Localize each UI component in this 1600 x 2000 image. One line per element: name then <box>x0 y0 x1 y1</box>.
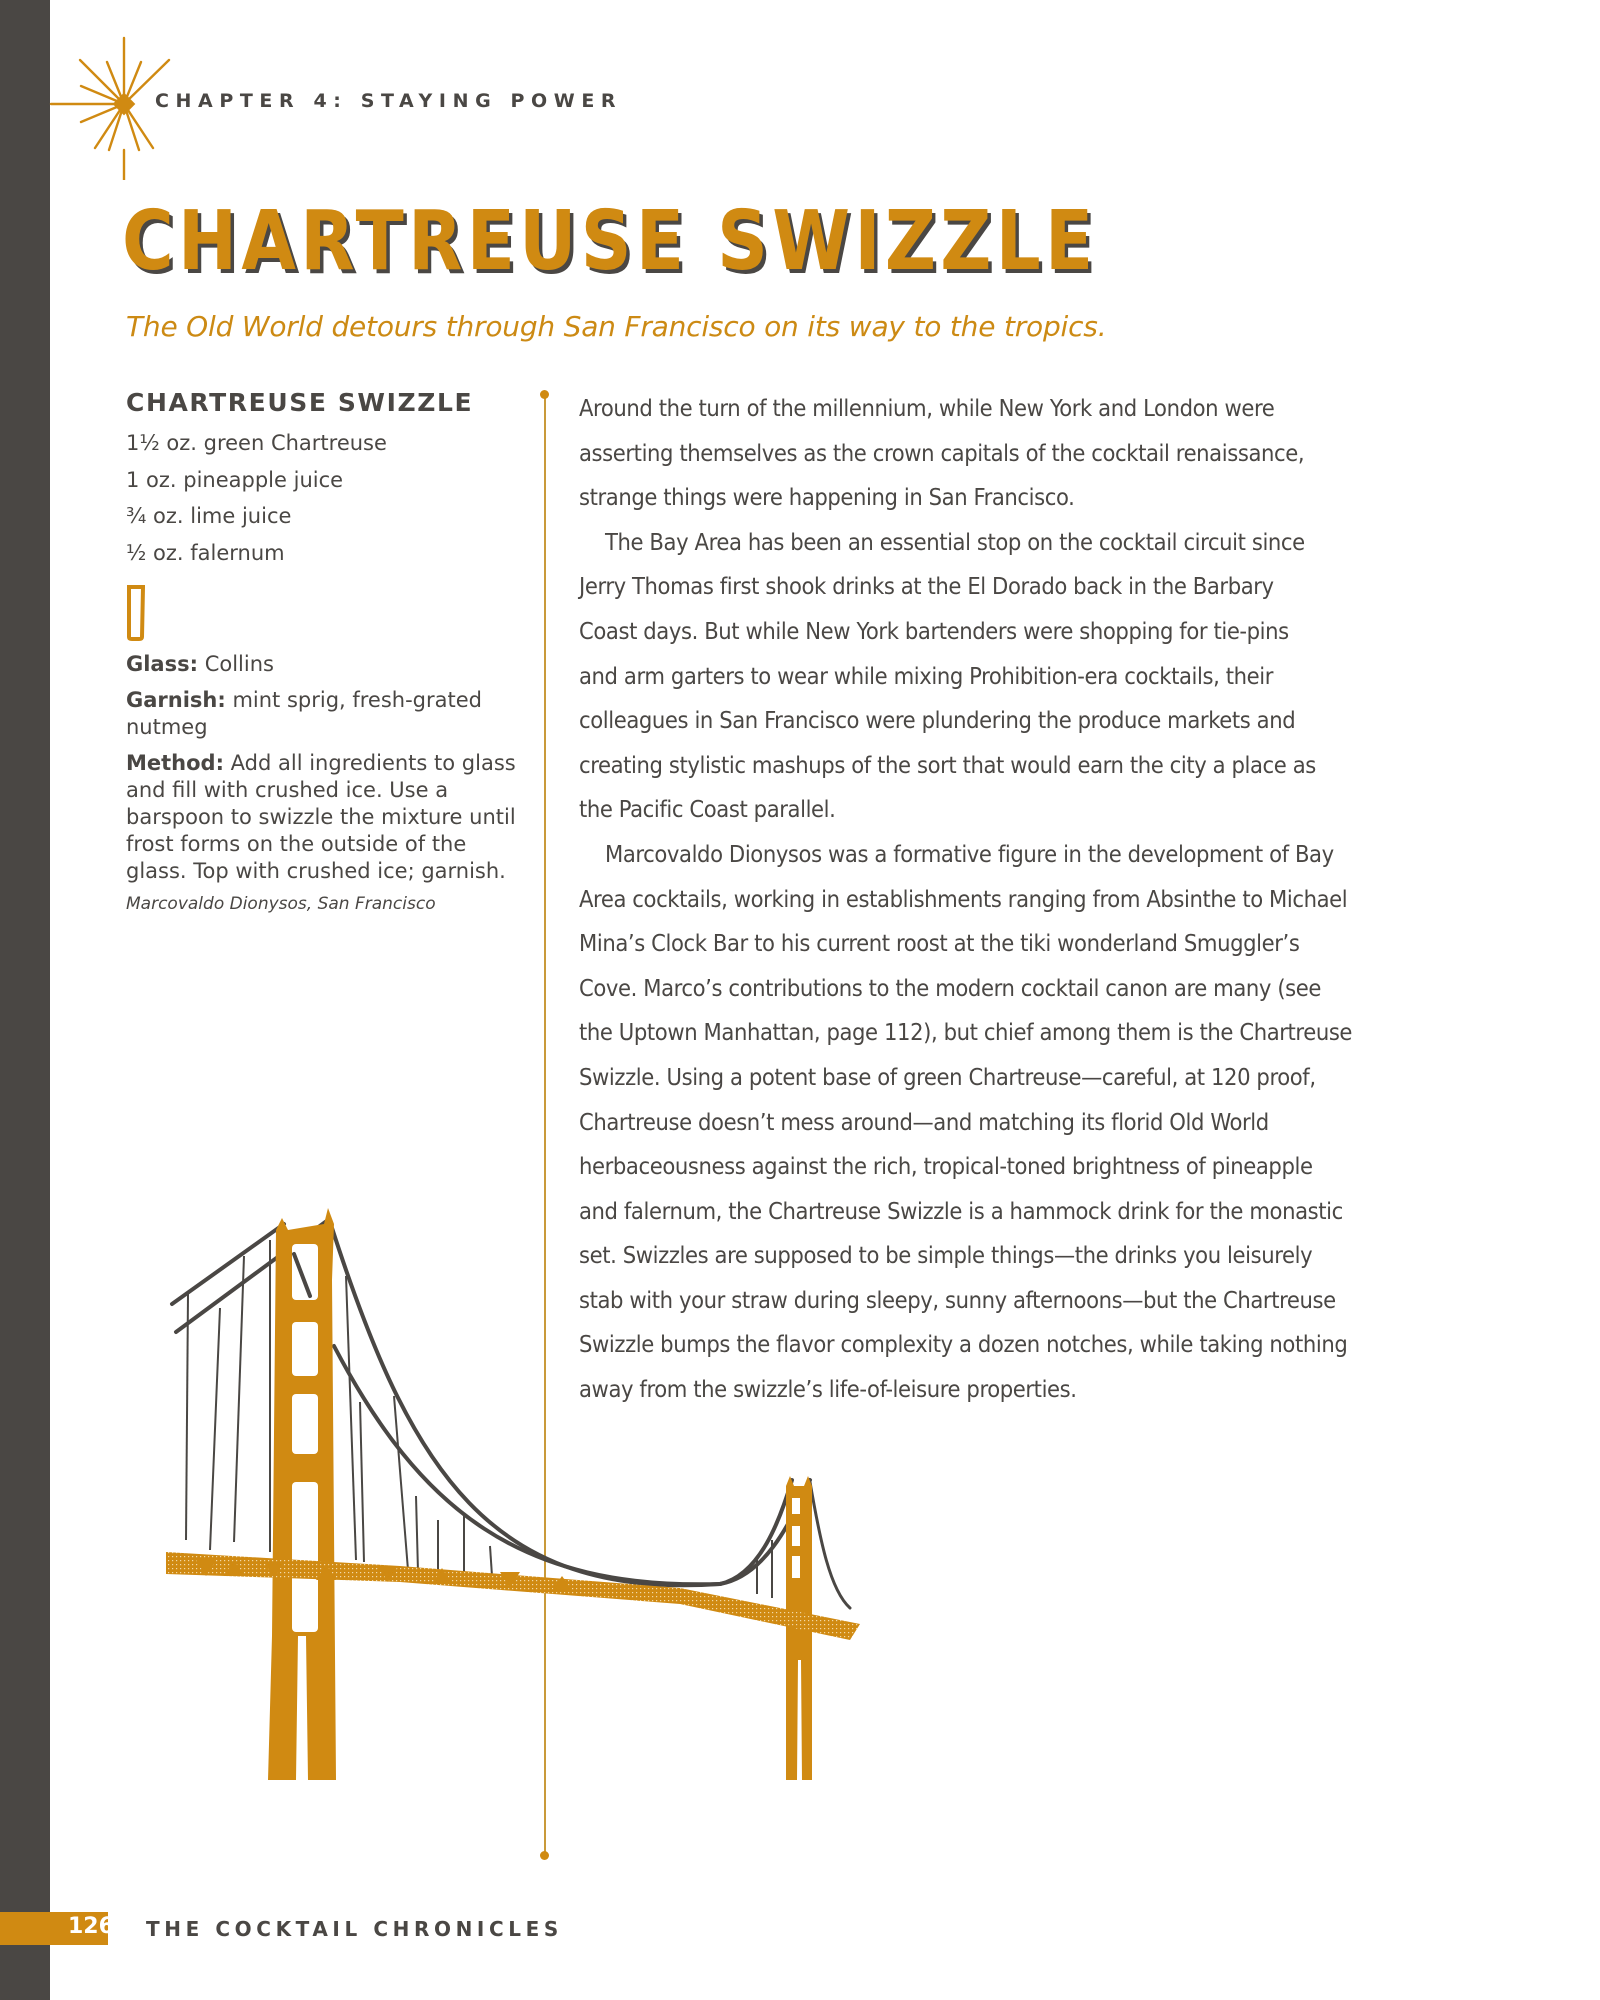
body-line: asserting themselves as the crown capitals of the cocktail renaissance, <box>579 438 1305 467</box>
garnish-info <box>126 687 526 741</box>
ingredient-item: 1 oz. pineapple juice <box>126 467 344 492</box>
glass-info <box>126 651 526 678</box>
ingredient-item: ½ oz. falernum <box>126 540 285 565</box>
body-line: stab with your straw during sleepy, sunny afternoons—but the Chartreuse <box>579 1285 1336 1314</box>
body-line: Coast days. But while New York bartenders were shopping for tie-pins <box>579 616 1289 645</box>
recipe-card <box>126 388 526 914</box>
page-subtitle: The Old World detours through San Francisco on its way to the tropics. <box>126 310 1107 343</box>
running-title: THE COCKTAIL CHRONICLES <box>146 1917 563 1941</box>
method-value: Add all ingredients to glass and fill with crushed ice. Use a barspoon to swizzle the mixture until frost forms on the outside of the glass. Top with crushed ice; garnish. <box>126 751 516 883</box>
body-line: Cove. Marco’s contributions to the modern cocktail canon are many (see <box>579 973 1322 1002</box>
body-line: the Uptown Manhattan, page 112), but chief among them is the Chartreuse <box>579 1018 1353 1047</box>
method-info <box>126 750 526 885</box>
body-line: Marcovaldo Dionysos was a formative figure in the development of Bay <box>605 839 1334 868</box>
body-line: Area cocktails, working in establishments ranging from Absinthe to Michael <box>579 884 1348 913</box>
glass-label: Glass: <box>126 652 199 676</box>
chapter-header: CHAPTER 4: STAYING POWER <box>155 90 623 112</box>
body-line: and falernum, the Chartreuse Swizzle is a hammock drink for the monastic <box>579 1196 1343 1225</box>
body-line: Around the turn of the millennium, while New York and London were <box>579 394 1275 422</box>
garnish-value: mint sprig, fresh-grated nutmeg <box>126 688 483 739</box>
divider-top-dot <box>540 390 549 399</box>
recipe-name: CHARTREUSE SWIZZLE <box>126 388 474 417</box>
body-line: Swizzle bumps the flavor complexity a dozen notches, while taking nothing <box>579 1330 1348 1359</box>
collins-glass-icon <box>127 585 145 641</box>
body-line: the Pacific Coast parallel. <box>579 795 836 824</box>
page-spine-bar <box>0 0 50 2000</box>
ingredient-item: ¾ oz. lime juice <box>126 504 292 528</box>
body-line: creating stylistic mashups of the sort that would earn the city a place as <box>579 750 1316 779</box>
body-line: The Bay Area has been an essential stop on the cocktail circuit since <box>605 527 1305 556</box>
garnish-label: Garnish: <box>126 688 226 712</box>
golden-gate-bridge-illustration <box>160 1180 970 1780</box>
body-line: Jerry Thomas first shook drinks at the El Dorado back in the Barbary <box>579 572 1274 601</box>
ingredient-item: 1½ oz. green Chartreuse <box>126 431 387 455</box>
glass-value: Collins <box>198 652 274 676</box>
page-number: 126 <box>68 1914 114 1939</box>
body-line: Chartreuse doesn’t mess around—and matching its florid Old World <box>579 1107 1269 1136</box>
recipe-attribution: Marcovaldo Dionysos, San Francisco <box>126 894 436 914</box>
method-label: Method: <box>126 751 224 775</box>
body-line: colleagues in San Francisco were plundering the produce markets and <box>579 706 1296 735</box>
body-line: Mina’s Clock Bar to his current roost at the tiki wonderland Smuggler’s <box>579 929 1300 958</box>
body-line: strange things were happening in San Francisco. <box>579 483 1075 512</box>
body-line: away from the swizzle’s life-of-leisure properties. <box>579 1375 1077 1404</box>
page-title: CHARTREUSE SWIZZLE <box>122 194 1098 289</box>
body-line: Swizzle. Using a potent base of green Chartreuse—careful, at 120 proof, <box>579 1062 1316 1091</box>
divider-bottom-dot <box>540 1851 549 1860</box>
body-line: and arm garters to wear while mixing Prohibition-era cocktails, their <box>579 661 1273 690</box>
body-line: set. Swizzles are supposed to be simple things—the drinks you leisurely <box>579 1241 1313 1270</box>
body-line: herbaceousness against the rich, tropical-toned brightness of pineapple <box>579 1152 1313 1181</box>
